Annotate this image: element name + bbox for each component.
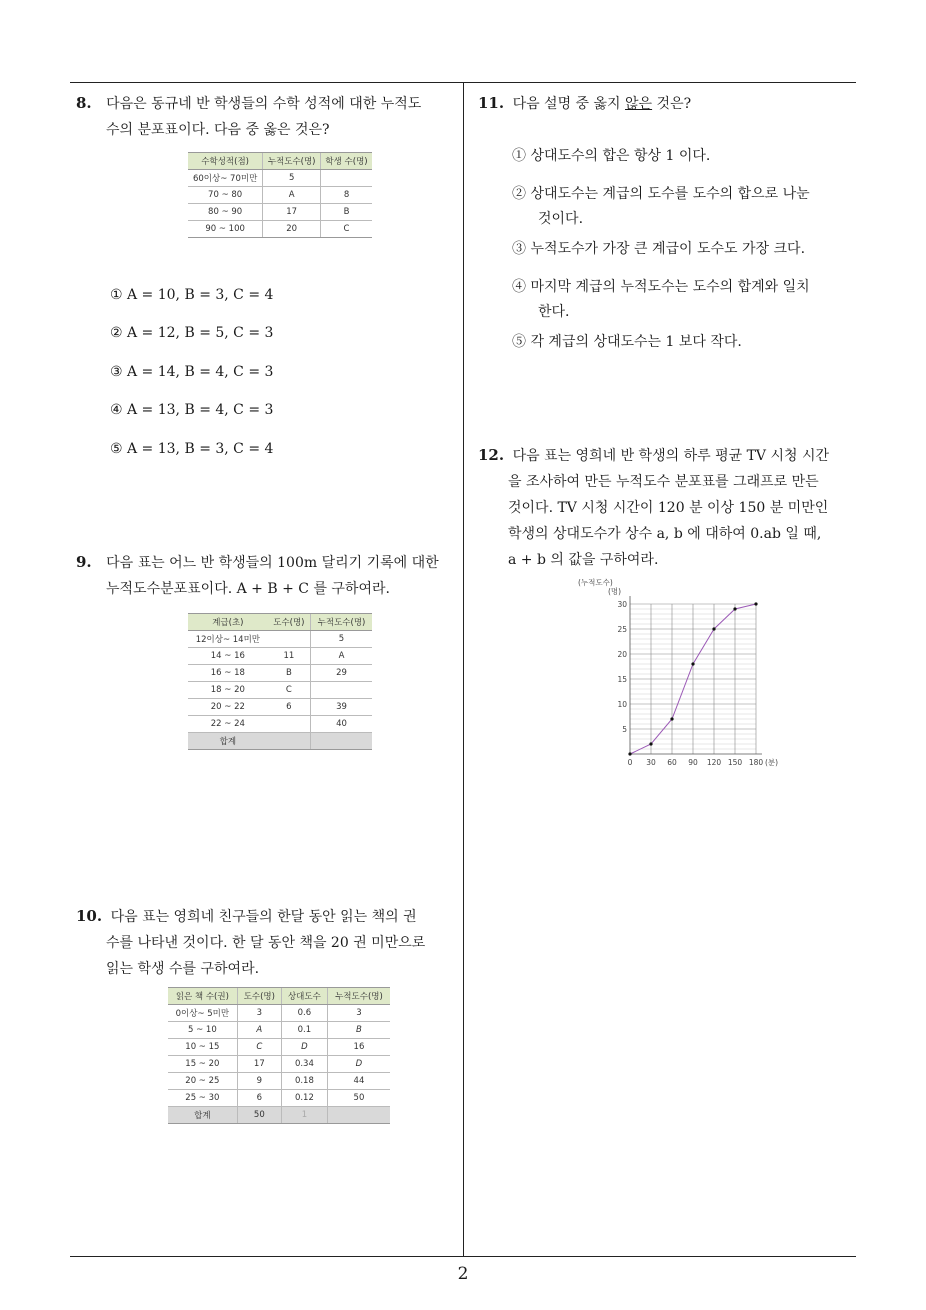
y-tick-label: 30	[617, 600, 627, 609]
table-row	[168, 1073, 390, 1090]
chart-grid	[630, 604, 756, 754]
question-text: 학생의 상대도수가 상수 a, b 에 대하여 0.ab 일 때,	[508, 526, 822, 542]
table-cell: 16	[327, 1039, 390, 1056]
table-cell: 14 ~ 16	[188, 648, 268, 665]
table-header: 계급(초)	[188, 614, 268, 631]
chart-axes	[630, 596, 762, 754]
table-cell: 합계	[188, 733, 268, 750]
table-cell	[268, 716, 311, 733]
table-row	[188, 187, 372, 204]
table-cell: C	[321, 221, 372, 238]
table-cell: 70 ~ 80	[188, 187, 263, 204]
table-cell: 3	[237, 1005, 281, 1022]
y-tick-label: 15	[617, 675, 627, 684]
table-cell: 5	[311, 631, 372, 648]
chart-point	[670, 717, 673, 720]
table-cell: A	[311, 648, 372, 665]
chart-ylabel: (누적도수)	[578, 578, 613, 587]
x-tick-label: 0	[627, 758, 633, 767]
table-cell	[327, 1107, 390, 1124]
table-row	[188, 221, 372, 238]
question-text: 다음 설명 중 옳지	[512, 96, 626, 112]
question-number: 8.	[76, 94, 92, 112]
table-cell: B	[321, 204, 372, 221]
table-cell: 3	[327, 1005, 390, 1022]
q11-option-4[interactable]: ④ 마지막 계급의 누적도수는 도수의 합계와 일치	[512, 279, 810, 295]
x-tick-label: 90	[688, 758, 698, 767]
table-cell: D	[281, 1039, 327, 1056]
table-cell: B	[268, 665, 311, 682]
table-row	[188, 204, 372, 221]
question-number: 11.	[478, 94, 505, 112]
table-cell	[268, 733, 311, 750]
table-cell: A	[237, 1022, 281, 1039]
chart-point	[628, 752, 631, 755]
table-cell: 5 ~ 10	[168, 1022, 237, 1039]
table-row	[168, 1039, 390, 1056]
q11-option-2-cont: 것이다.	[538, 211, 584, 227]
question-text: 다음 표는 영희네 반 학생의 하루 평균 TV 시청 시간	[512, 448, 830, 464]
y-tick-label: 5	[622, 725, 627, 734]
table-row	[168, 1056, 390, 1073]
question-text: 누적도수분포표이다. A + B + C 를 구하여라.	[106, 581, 390, 597]
chart-tick-labels	[617, 600, 763, 767]
table-cell: 0.34	[281, 1056, 327, 1073]
chart-point	[754, 602, 757, 605]
table-cell: 5	[263, 170, 321, 187]
question-text: 것은?	[652, 96, 692, 112]
table-cell	[268, 631, 311, 648]
chart-xlabel-unit: (분)	[765, 758, 779, 767]
table-cell: 40	[311, 716, 372, 733]
table-row	[188, 699, 372, 716]
table-cell: 11	[268, 648, 311, 665]
table-cell: 50	[237, 1107, 281, 1124]
x-tick-label: 150	[727, 758, 743, 767]
q8-option-3[interactable]: ③ A = 14, B = 4, C = 3	[110, 364, 274, 380]
question-text: 읽는 학생 수를 구하여라.	[106, 961, 260, 977]
table-header: 도수(명)	[237, 988, 281, 1005]
bottom-rule	[70, 1256, 856, 1257]
question-text: 다음 표는 영희네 친구들의 한달 동안 읽는 책의 권	[110, 909, 417, 925]
question-text: 것이다. TV 시청 시간이 120 분 이상 150 분 미만인	[508, 500, 829, 516]
table-cell: 16 ~ 18	[188, 665, 268, 682]
q11-option-2[interactable]: ② 상대도수는 계급의 도수를 도수의 합으로 나눈	[512, 186, 810, 202]
table-header: 상대도수	[281, 988, 327, 1005]
question-text-underlined: 않은	[625, 96, 653, 112]
table-cell: 20 ~ 25	[168, 1073, 237, 1090]
question-text: 다음 표는 어느 반 학생들의 100m 달리기 기록에 대한	[106, 555, 439, 571]
chart-point	[649, 742, 652, 745]
table-row	[188, 648, 372, 665]
table-total-row	[188, 733, 372, 750]
table-cell: 20	[263, 221, 321, 238]
table-cell: 44	[327, 1073, 390, 1090]
question-text: 수의 분포표이다. 다음 중 옳은 것은?	[106, 122, 330, 138]
q9-table	[188, 613, 372, 750]
table-cell: 0.12	[281, 1090, 327, 1107]
table-cell: 15 ~ 20	[168, 1056, 237, 1073]
table-cell: 22 ~ 24	[188, 716, 268, 733]
table-cell: 0.18	[281, 1073, 327, 1090]
question-text: 다음은 동규네 반 학생들의 수학 성적에 대한 누적도	[106, 96, 422, 112]
table-cell: 90 ~ 100	[188, 221, 263, 238]
chart-point	[691, 662, 694, 665]
table-header: 수학성적(점)	[188, 153, 263, 170]
table-header: 도수(명)	[268, 614, 311, 631]
x-tick-label: 60	[667, 758, 677, 767]
table-total-row	[168, 1107, 390, 1124]
table-row	[188, 716, 372, 733]
q8-option-5[interactable]: ⑤ A = 13, B = 3, C = 4	[110, 441, 274, 457]
table-cell: 29	[311, 665, 372, 682]
q11-option-5[interactable]: ⑤ 각 계급의 상대도수는 1 보다 작다.	[512, 334, 742, 350]
table-row	[188, 682, 372, 699]
table-cell: 39	[311, 699, 372, 716]
table-cell: 합계	[168, 1107, 237, 1124]
table-cell: 20 ~ 22	[188, 699, 268, 716]
chart-point	[712, 627, 715, 630]
question-10	[76, 903, 461, 982]
question-number: 9.	[76, 553, 92, 571]
table-cell: 60이상~ 70미만	[188, 170, 263, 187]
table-row	[168, 1005, 390, 1022]
q8-option-4[interactable]: ④ A = 13, B = 4, C = 3	[110, 402, 274, 418]
table-header: 누적도수(명)	[327, 988, 390, 1005]
question-8	[76, 90, 461, 143]
question-text: 수를 나타낸 것이다. 한 달 동안 책을 20 권 미만으로	[106, 935, 426, 951]
table-cell: 0이상~ 5미만	[168, 1005, 237, 1022]
question-text: a + b 의 값을 구하여라.	[508, 552, 659, 568]
table-row	[168, 1022, 390, 1039]
table-row	[168, 1090, 390, 1107]
q8-table	[188, 152, 372, 238]
table-header: 학생 수(명)	[321, 153, 372, 170]
q8-option-2[interactable]: ② A = 12, B = 5, C = 3	[110, 325, 274, 341]
table-cell: A	[263, 187, 321, 204]
chart-ylabel-unit: (명)	[608, 587, 622, 596]
table-cell: 10 ~ 15	[168, 1039, 237, 1056]
table-cell	[311, 682, 372, 699]
table-header: 누적도수(명)	[311, 614, 372, 631]
page-number: 2	[457, 1264, 469, 1284]
question-number: 10.	[76, 907, 103, 925]
question-number: 12.	[478, 446, 505, 464]
table-cell: 80 ~ 90	[188, 204, 263, 221]
y-tick-label: 20	[617, 650, 627, 659]
table-cell: 50	[327, 1090, 390, 1107]
cumulative-frequency-chart	[570, 576, 800, 776]
table-cell: 12이상~ 14미만	[188, 631, 268, 648]
y-tick-label: 10	[617, 700, 627, 709]
question-11	[478, 90, 858, 117]
chart-point	[733, 607, 736, 610]
q11-option-3[interactable]: ③ 누적도수가 가장 큰 계급이 도수도 가장 크다.	[512, 241, 806, 257]
table-cell: C	[268, 682, 311, 699]
table-row	[188, 170, 372, 187]
table-cell: 8	[321, 187, 372, 204]
table-cell: 6	[268, 699, 311, 716]
table-cell: B	[327, 1022, 390, 1039]
table-cell: 17	[237, 1056, 281, 1073]
question-text: 을 조사하여 만든 누적도수 분포표를 그래프로 만든	[508, 474, 819, 490]
table-cell	[311, 733, 372, 750]
table-header: 읽은 책 수(권)	[168, 988, 237, 1005]
table-row	[188, 665, 372, 682]
table-cell: D	[327, 1056, 390, 1073]
q11-option-4-cont: 한다.	[538, 304, 570, 320]
table-cell: 9	[237, 1073, 281, 1090]
x-tick-label: 180	[748, 758, 764, 767]
table-cell: 25 ~ 30	[168, 1090, 237, 1107]
table-cell: 0.6	[281, 1005, 327, 1022]
table-cell: 17	[263, 204, 321, 221]
q8-option-1[interactable]: ① A = 10, B = 3, C = 4	[110, 287, 274, 303]
x-tick-label: 30	[646, 758, 656, 767]
q11-option-1[interactable]: ① 상대도수의 합은 항상 1 이다.	[512, 148, 711, 164]
question-9	[76, 549, 461, 602]
y-tick-label: 25	[617, 625, 627, 634]
x-tick-label: 120	[706, 758, 722, 767]
table-cell: 1	[281, 1107, 327, 1124]
q10-table	[168, 987, 390, 1124]
table-cell	[321, 170, 372, 187]
table-header: 누적도수(명)	[263, 153, 321, 170]
table-cell: 0.1	[281, 1022, 327, 1039]
column-divider	[463, 82, 464, 1256]
table-cell: C	[237, 1039, 281, 1056]
table-cell: 6	[237, 1090, 281, 1107]
table-cell: 18 ~ 20	[188, 682, 268, 699]
question-12	[478, 442, 863, 573]
table-row	[188, 631, 372, 648]
